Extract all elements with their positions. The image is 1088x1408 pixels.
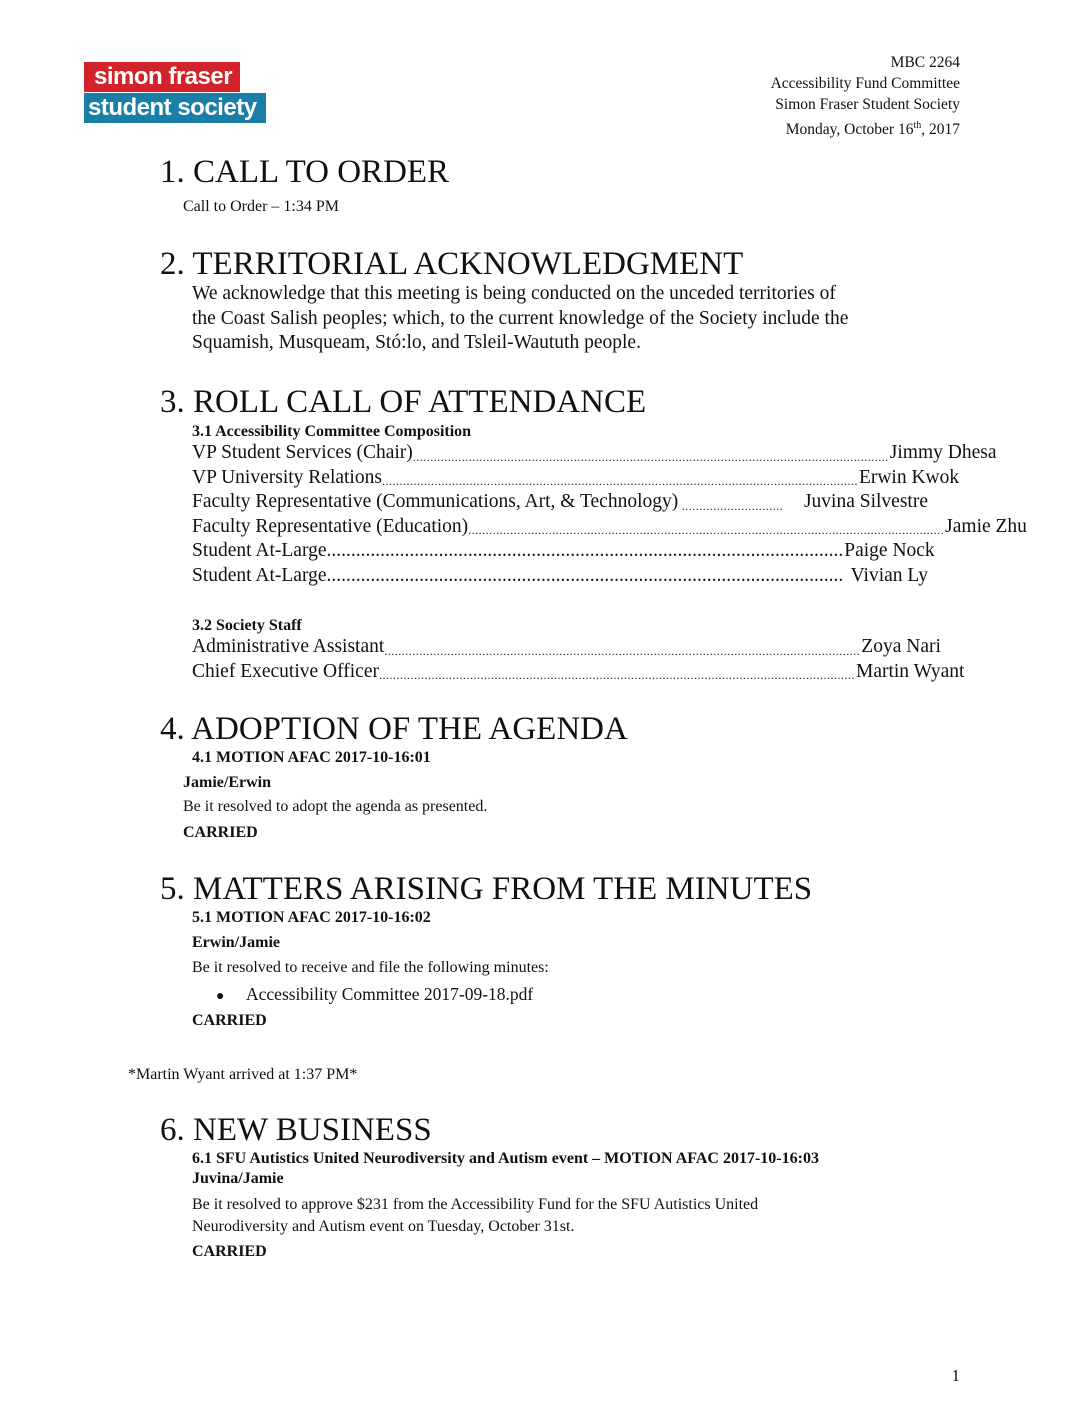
section-heading-agenda: 4. ADOPTION OF THE AGENDA — [160, 711, 628, 747]
committee-roster — [192, 441, 1027, 588]
motion-5-1-text: Be it resolved to receive and file the following minutes: — [192, 959, 549, 976]
sfss-logo — [84, 62, 266, 123]
motion-6-1-title: 6.1 SFU Autistics United Neurodiversity and Autism event – MOTION AFAC 2017-10-16:03 — [192, 1150, 819, 1167]
section-heading-roll-call: 3. ROLL CALL OF ATTENDANCE — [160, 384, 647, 420]
section-heading-call-to-order: 1. CALL TO ORDER — [160, 154, 450, 190]
arrival-note: *Martin Wyant arrived at 1:37 PM* — [128, 1066, 358, 1083]
page-number: 1 — [951, 1366, 960, 1385]
subheading-society-staff: 3.2 Society Staff — [192, 617, 302, 634]
roster-row: Chief Executive Officer ........................................................................................................................................ Martin Wyant — [192, 660, 965, 682]
society-name: Simon Fraser Student Society — [775, 96, 960, 113]
committee-name: Accessibility Fund Committee — [770, 75, 960, 92]
meeting-code: MBC 2264 — [890, 54, 960, 71]
motion-4-1-result: CARRIED — [183, 824, 258, 841]
territorial-acknowledgment-text: We acknowledge that this meeting is being conducted on the unceded territories of the Coast Salish peoples; which, to the current knowledge of the Society include the Squamish, Musqueam, Stó:lo, and Tsleil-Waututh people. — [192, 283, 849, 353]
roster-row: Student At-Large .......................................................................................................... Vivian Ly — [192, 564, 928, 586]
roster-row: VP University Relations ........................................................................................................................................ Erwin Kwok — [192, 466, 960, 488]
motion-6-1-movers: Juvina/Jamie — [192, 1170, 284, 1187]
roster-row: Administrative Assistant ........................................................................................................................................ Zoya Nari — [192, 636, 941, 658]
bullet-icon: ● — [216, 989, 225, 1004]
motion-4-1-movers: Jamie/Erwin — [183, 774, 271, 791]
logo-line-1: simon fraser — [84, 62, 240, 92]
minutes-file-link: Accessibility Committee 2017-09-18.pdf — [246, 984, 534, 1004]
section-heading-new-business: 6. NEW BUSINESS — [160, 1112, 432, 1148]
motion-6-1-result: CARRIED — [192, 1243, 267, 1260]
meeting-date: Monday, October 16th, 2017 — [785, 120, 960, 139]
subheading-committee-composition: 3.1 Accessibility Committee Composition — [192, 423, 472, 440]
motion-4-1-title: 4.1 MOTION AFAC 2017-10-16:01 — [192, 749, 431, 766]
roster-row: Student At-Large .......................................................................................................... Paige Nock — [192, 540, 935, 561]
motion-5-1-title: 5.1 MOTION AFAC 2017-10-16:02 — [192, 909, 431, 926]
roster-row: Faculty Representative (Education) ........................................................................................................................................ Jamie Zhu — [192, 515, 1027, 537]
logo-line-2: student society — [84, 93, 266, 123]
motion-5-1-movers: Erwin/Jamie — [192, 934, 280, 951]
document-header — [771, 52, 960, 140]
motion-5-1-result: CARRIED — [192, 1012, 267, 1029]
staff-roster — [192, 635, 965, 684]
motion-4-1-text: Be it resolved to adopt the agenda as presented. — [183, 798, 488, 815]
motion-6-1-text: Be it resolved to approve $231 from the Accessibility Fund for the SFU Autistics United Neurodiversity and Autism event on Tuesday, October 31st. — [192, 1196, 759, 1235]
roster-row: VP Student Services (Chair) ........................................................................................................................................ Jimmy Dhesa — [192, 442, 997, 464]
section-heading-matters-arising: 5. MATTERS ARISING FROM THE MINUTES — [160, 871, 813, 907]
section-heading-territorial: 2. TERRITORIAL ACKNOWLEDGMENT — [160, 246, 744, 282]
list-item — [216, 982, 533, 1009]
roster-row: Faculty Representative (Communications, Art, & Technology) ............................. Juvina Silvestre — [192, 491, 928, 513]
call-to-order-text: Call to Order – 1:34 PM — [183, 198, 339, 215]
